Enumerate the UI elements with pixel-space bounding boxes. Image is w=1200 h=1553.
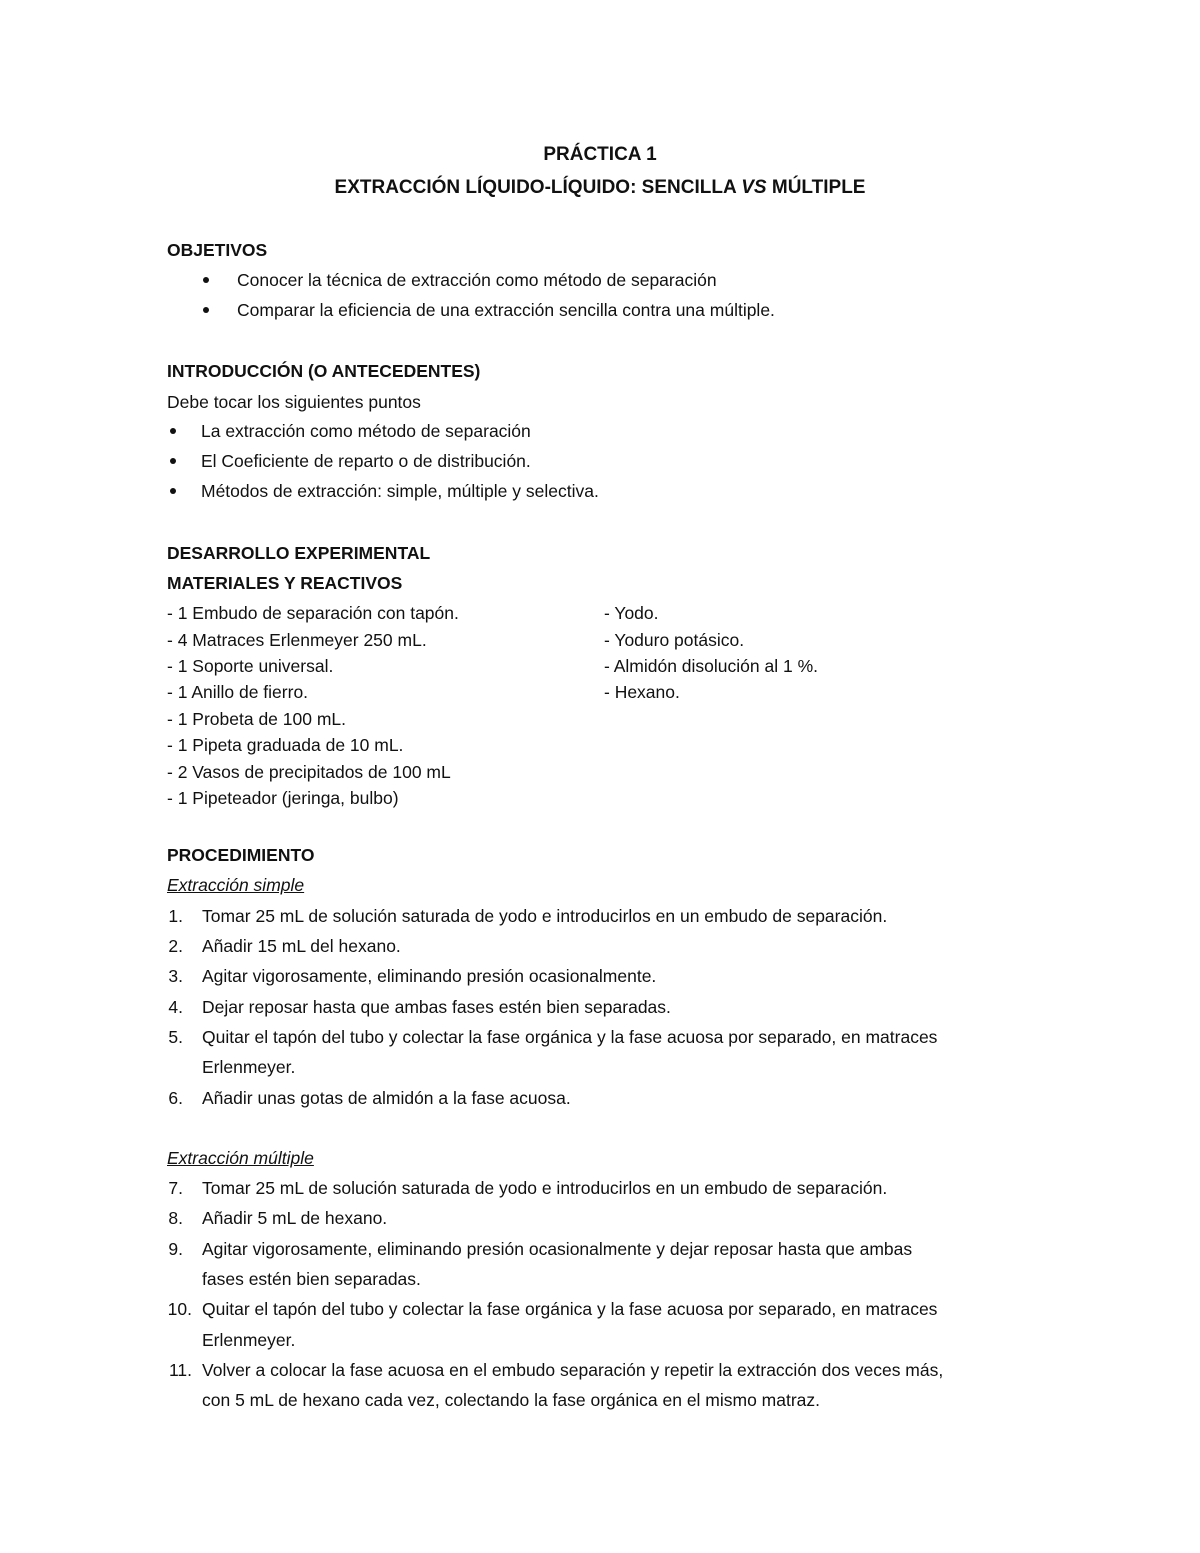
step-number: 8. [168,1208,183,1228]
title-line-2-start: EXTRACCIÓN LÍQUIDO-LÍQUIDO: SENCILLA [334,177,742,198]
title-line-1: PRÁCTICA 1 [543,144,657,165]
title-vs: VS [741,177,767,198]
title-line-2-end: MÚLTIPLE [766,177,866,198]
step-number: 1. [168,906,183,926]
extraccion-simple-heading: Extracción simple [167,875,305,895]
material-item: - 1 Anillo de fierro. [167,682,309,702]
material-item: - 4 Matraces Erlenmeyer 250 mL. [167,630,427,650]
title-line-2 [0,176,1200,200]
step-text-continued: Erlenmeyer. [202,1330,296,1350]
bullet-icon [170,428,176,434]
bullet-icon [203,307,209,313]
step-text: Agitar vigorosamente, eliminando presión ocasionalmente. [202,966,657,986]
step-number: 7. [168,1178,183,1198]
step-text-continued: fases estén bien separadas. [202,1269,421,1289]
step-text: Tomar 25 mL de solución saturada de yodo e introducirlos en un embudo de separación. [202,1178,888,1198]
step-text-continued: con 5 mL de hexano cada vez, colectando la fase orgánica en el mismo matraz. [202,1390,821,1410]
step-number: 11. [168,1360,192,1380]
step-text: Añadir 15 mL del hexano. [202,936,401,956]
step-text: Añadir 5 mL de hexano. [202,1208,388,1228]
bullet-icon [170,488,176,494]
step-text: Quitar el tapón del tubo y colectar la fase orgánica y la fase acuosa por separado, en matraces [202,1299,938,1319]
step-text: Agitar vigorosamente, eliminando presión ocasionalmente y dejar reposar hasta que ambas [202,1239,913,1259]
objetivo-item: Conocer la técnica de extracción como método de separación [237,270,717,290]
introduccion-item: La extracción como método de separación [201,421,531,441]
material-item: - 1 Pipeteador (jeringa, bulbo) [167,788,399,808]
step-text-continued: Erlenmeyer. [202,1057,296,1077]
material-item: - 1 Pipeta graduada de 10 mL. [167,735,404,755]
desarrollo-heading: DESARROLLO EXPERIMENTAL [167,543,431,563]
reactivo-item: - Hexano. [604,682,680,702]
step-number: 6. [168,1088,183,1108]
step-text: Quitar el tapón del tubo y colectar la fase orgánica y la fase acuosa por separado, en matraces [202,1027,938,1047]
step-text: Volver a colocar la fase acuosa en el embudo separación y repetir la extracción dos veces más, [202,1360,944,1380]
bullet-icon [170,458,176,464]
material-item: - 1 Soporte universal. [167,656,334,676]
introduccion-heading: INTRODUCCIÓN (O ANTECEDENTES) [167,361,481,381]
introduccion-item: El Coeficiente de reparto o de distribución. [201,451,531,471]
extraccion-multiple-heading: Extracción múltiple [167,1148,314,1168]
bullet-icon [203,277,209,283]
procedimiento-heading: PROCEDIMIENTO [167,845,315,865]
introduccion-item: Métodos de extracción: simple, múltiple y selectiva. [201,481,599,501]
step-number: 10. [167,1299,192,1319]
objetivo-item: Comparar la eficiencia de una extracción sencilla contra una múltiple. [237,300,775,320]
material-item: - 1 Embudo de separación con tapón. [167,603,459,623]
introduccion-lead: Debe tocar los siguientes puntos [167,392,421,412]
step-text: Tomar 25 mL de solución saturada de yodo e introducirlos en un embudo de separación. [202,906,888,926]
material-item: - 1 Probeta de 100 mL. [167,709,346,729]
step-text: Dejar reposar hasta que ambas fases estén bien separadas. [202,997,671,1017]
step-number: 9. [168,1239,183,1259]
reactivo-item: - Almidón disolución al 1 %. [604,656,818,676]
step-number: 4. [168,997,183,1017]
reactivo-item: - Yoduro potásico. [604,630,745,650]
step-number: 3. [168,966,183,986]
step-text: Añadir unas gotas de almidón a la fase acuosa. [202,1088,571,1108]
objetivos-heading: OBJETIVOS [167,240,268,260]
materiales-heading: MATERIALES Y REACTIVOS [167,573,403,593]
step-number: 5. [168,1027,183,1047]
material-item: - 2 Vasos de precipitados de 100 mL [167,762,451,782]
step-number: 2. [168,936,183,956]
reactivo-item: - Yodo. [604,603,659,623]
